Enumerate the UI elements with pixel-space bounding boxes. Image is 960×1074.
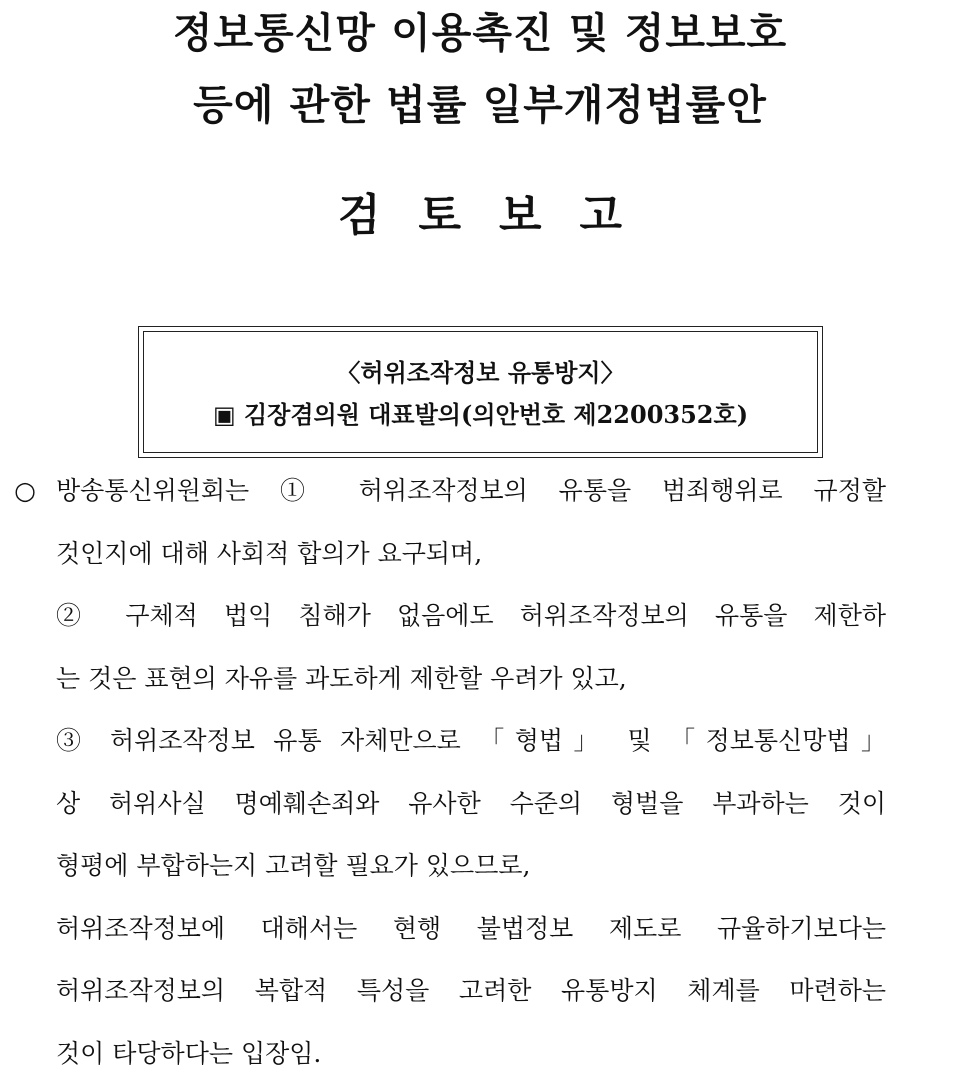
body-line-1: 방송통신위원회는 ① 허위조작정보의 유통을 범죄행위로 규정할 — [56, 476, 886, 505]
summary-box — [138, 326, 823, 458]
summary-topic: 〈허위조작정보 유통방지〉 — [336, 358, 625, 387]
body-line-5: ③ 허위조작정보 유통 자체만으로 「형법」 및 「정보통신망법」 — [56, 726, 886, 755]
document-title-line-2: 등에 관한 법률 일부개정법률안 — [193, 81, 767, 129]
bullet-circle: ○ — [14, 476, 36, 505]
document-title-line-1: 정보통신망 이용촉진 및 정보보호 — [172, 9, 788, 57]
body-line-4: 는 것은 표현의 자유를 과도하게 제한할 우려가 있고, — [56, 664, 627, 693]
summary-proposal: ▣ 김장겸의원 대표발의(의안번호 제2200352호) — [212, 400, 749, 429]
summary-box-inner — [143, 331, 818, 453]
body-line-6: 상 허위사실 명예훼손죄와 유사한 수준의 형벌을 부과하는 것이 — [56, 789, 886, 818]
body-line-3: ② 구체적 법익 침해가 없음에도 허위조작정보의 유통을 제한하 — [56, 601, 886, 630]
body-line-9: 허위조작정보의 복합적 특성을 고려한 유통방지 체계를 마련하는 — [56, 976, 886, 1005]
body-line-8: 허위조작정보에 대해서는 현행 불법정보 제도로 규율하기보다는 — [56, 914, 886, 943]
body-line-7: 형평에 부합하는지 고려할 필요가 있으므로, — [56, 851, 531, 880]
report-heading: 검토보고 — [337, 190, 660, 241]
body-line-2: 것인지에 대해 사회적 합의가 요구되며, — [56, 539, 483, 568]
body-line-10: 것이 타당하다는 입장임. — [56, 1039, 322, 1068]
